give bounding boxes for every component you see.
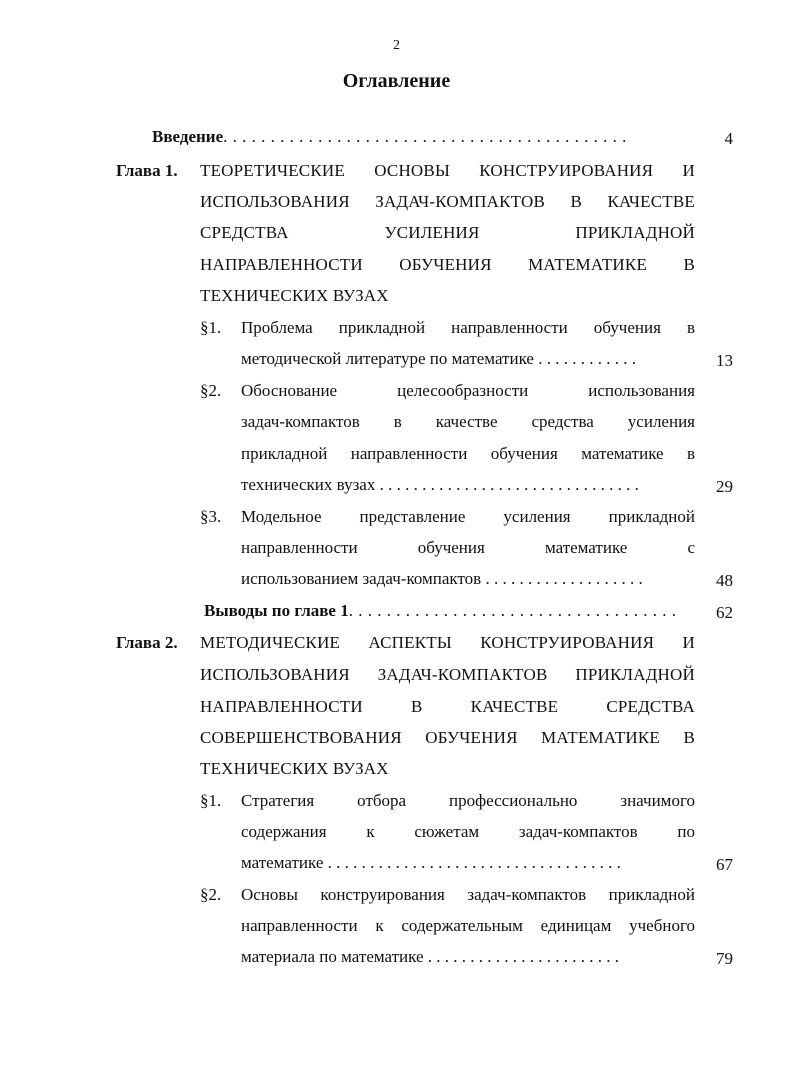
toc-entry-conclusion[interactable] — [204, 600, 676, 622]
toc-entry-line[interactable]: использованием задач-компактов . . . . . . . . . . . . . . . . . . . — [241, 569, 643, 588]
chapter2-heading-line[interactable]: МЕТОДИЧЕСКИЕ АСПЕКТЫ КОНСТРУИРОВАНИЯ И — [200, 633, 695, 652]
leader-dots: . . . . . . . . . . . . . . . . . . . . . . . . . . . . . . . . . . . — [348, 601, 677, 620]
toc-page-number: 29 — [716, 477, 733, 496]
section-number: §1. — [200, 318, 222, 337]
chapter2-heading-line[interactable]: НАПРАВЛЕННОСТИ В КАЧЕСТВЕ СРЕДСТВА — [200, 697, 695, 716]
toc-entry-line[interactable]: задач-компактов в качестве средства усиления — [241, 412, 695, 431]
toc-entry-line[interactable]: Обоснование целесообразности использования — [241, 381, 695, 400]
chapter2-heading-line[interactable]: ИСПОЛЬЗОВАНИЯ ЗАДАЧ-КОМПАКТОВ ПРИКЛАДНОЙ — [200, 665, 695, 684]
chapter2-heading-line[interactable]: СОВЕРШЕНСТВОВАНИЯ ОБУЧЕНИЯ МАТЕМАТИКЕ В — [200, 728, 695, 747]
toc-entry-line[interactable]: направленности обучения математике с — [241, 538, 695, 557]
toc-entry-intro[interactable] — [152, 126, 627, 148]
chapter1-heading-line[interactable]: ТЕХНИЧЕСКИХ ВУЗАХ — [200, 286, 389, 305]
page-number: 2 — [393, 38, 400, 53]
toc-page-number: 48 — [716, 571, 733, 590]
toc-entry-line[interactable]: методической литературе по математике . . . . . . . . . . . . — [241, 349, 636, 368]
toc-entry-line[interactable]: содержания к сюжетам задач-компактов по — [241, 822, 695, 841]
toc-entry-line[interactable]: математике . . . . . . . . . . . . . . . . . . . . . . . . . . . . . . . . . . . — [241, 853, 621, 872]
toc-entry-line[interactable]: направленности к содержательным единицам учебного — [241, 916, 695, 935]
section-number: §2. — [200, 381, 222, 400]
section-number: §3. — [200, 507, 222, 526]
toc-page-number: 13 — [716, 351, 733, 370]
toc-entry-label: Введение — [152, 127, 224, 146]
chapter2-heading-line[interactable]: ТЕХНИЧЕСКИХ ВУЗАХ — [200, 759, 389, 778]
toc-entry-line[interactable]: технических вузах . . . . . . . . . . . . . . . . . . . . . . . . . . . . . . . — [241, 475, 639, 494]
toc-page-number: 62 — [716, 603, 733, 622]
section-number: §2. — [200, 885, 222, 904]
toc-page-number: 4 — [724, 129, 733, 148]
section-number: §1. — [200, 791, 222, 810]
chapter1-heading-line[interactable]: ТЕОРЕТИЧЕСКИЕ ОСНОВЫ КОНСТРУИРОВАНИЯ И — [200, 161, 695, 180]
toc-page-number: 79 — [716, 949, 733, 968]
chapter1-heading-line[interactable]: СРЕДСТВА УСИЛЕНИЯ ПРИКЛАДНОЙ — [200, 223, 695, 242]
toc-entry-line[interactable]: Основы конструирования задач-компактов прикладной — [241, 885, 695, 904]
toc-entry-line[interactable]: Модельное представление усиления прикладной — [241, 507, 695, 526]
chapter1-heading-line[interactable]: НАПРАВЛЕННОСТИ ОБУЧЕНИЯ МАТЕМАТИКЕ В — [200, 255, 695, 274]
leader-dots: . . . . . . . . . . . . . . . . . . . . . . . . . . . . . . . . . . . . . . . . . . . — [223, 127, 627, 146]
toc-entry-line[interactable]: Стратегия отбора профессионально значимого — [241, 791, 695, 810]
toc-entry-line[interactable]: материала по математике . . . . . . . . . . . . . . . . . . . . . . . — [241, 947, 620, 966]
chapter2-label: Глава 2. — [116, 633, 178, 652]
toc-entry-line[interactable]: прикладной направленности обучения математике в — [241, 444, 695, 463]
chapter1-label: Глава 1. — [116, 161, 178, 180]
chapter1-heading-line[interactable]: ИСПОЛЬЗОВАНИЯ ЗАДАЧ-КОМПАКТОВ В КАЧЕСТВЕ — [200, 192, 695, 211]
toc-entry-label: Выводы по главе 1 — [204, 601, 349, 620]
toc-page-number: 67 — [716, 855, 733, 874]
page-title: Оглавление — [342, 70, 451, 92]
toc-entry-line[interactable]: Проблема прикладной направленности обучения в — [241, 318, 695, 337]
